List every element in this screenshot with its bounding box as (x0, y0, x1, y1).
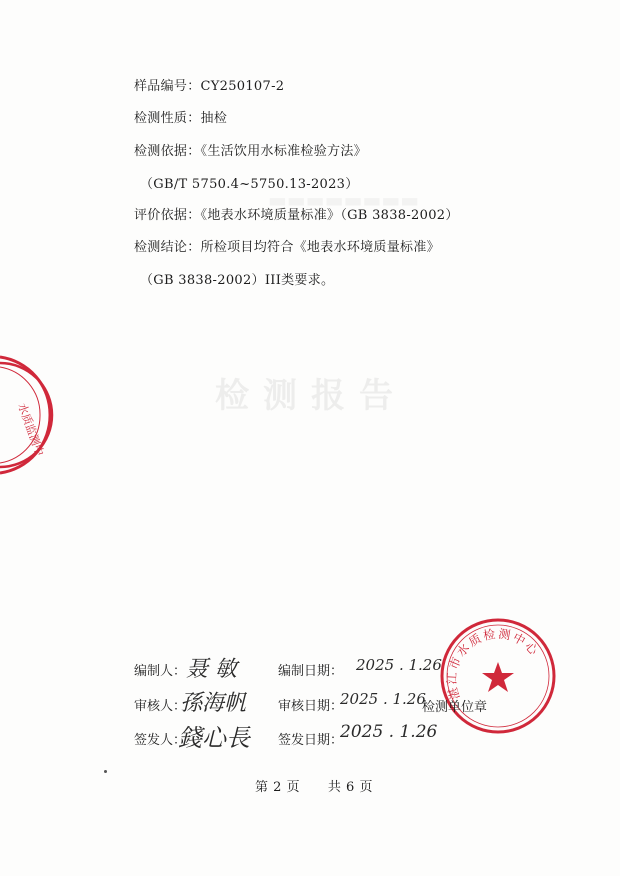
compile-date: 2025 . 1.26 (356, 656, 442, 674)
official-seal (438, 616, 558, 736)
test-basis-line (134, 143, 367, 161)
conclusion-line (134, 239, 440, 257)
conclusion-label: 检测结论： (134, 240, 201, 255)
left-stamp-text: 水质监测中 (15, 401, 47, 458)
ink-speck (104, 770, 107, 773)
compile-date-label: 编制日期： (278, 664, 344, 679)
issuer-label: 签发人： (134, 733, 187, 748)
test-nature-value: 抽检 (200, 111, 228, 126)
issuer-signature: 錢心長 (178, 724, 250, 752)
watermark-title: 检测报告 (215, 376, 407, 416)
sample-number-line (134, 78, 284, 96)
review-date: 2025 . 1.26 (340, 690, 426, 708)
sample-number-value: CY250107-2 (200, 79, 285, 94)
reviewer-label: 审核人： (134, 699, 187, 714)
page-suffix: 页 (286, 780, 301, 795)
review-date-label: 审核日期： (278, 699, 344, 714)
reviewer-signature: 孫海帆 (180, 691, 247, 716)
issue-date-label: 签发日期： (278, 733, 344, 748)
test-nature-label: 检测性质： (134, 111, 201, 126)
issue-date: 2025 . 1.26 (340, 722, 438, 742)
sample-number-label: 样品编号： (134, 79, 201, 94)
compiler-label: 编制人： (134, 664, 187, 679)
compiler-signature: 聂 敏 (186, 657, 237, 682)
show-through-text: ▬▬▬▬▬▬▬▬ (268, 188, 420, 212)
test-basis-label: 检测依据： (134, 144, 201, 159)
total-suffix: 页 (359, 780, 373, 795)
svg-text:湛江市水质检测中心: 湛江市水质检测中心 (444, 626, 542, 702)
test-nature-line (134, 110, 227, 128)
test-basis-continuation: （GB/T 5750.4~5750.13-2023） (140, 177, 359, 192)
page-number: 2 (273, 780, 282, 795)
conclusion-value: 所检项目均符合《地表水环境质量标准》 (200, 240, 440, 255)
evaluation-basis-value: 《地表水环境质量标准》（GB 3838-2002） (200, 208, 459, 223)
total-prefix: 共 (327, 780, 342, 795)
left-partial-stamp (0, 355, 60, 475)
seal-label: 检测单位章 (422, 700, 488, 715)
page-prefix: 第 (255, 780, 269, 795)
conclusion-continuation: （GB 3838-2002）III类要求。 (140, 273, 335, 288)
test-basis-value: 《生活饮用水标准检验方法》 (200, 144, 367, 159)
total-pages: 6 (346, 780, 355, 795)
page-footer (255, 776, 373, 795)
evaluation-basis-line (134, 207, 459, 225)
evaluation-basis-label: 评价依据： (134, 208, 201, 223)
